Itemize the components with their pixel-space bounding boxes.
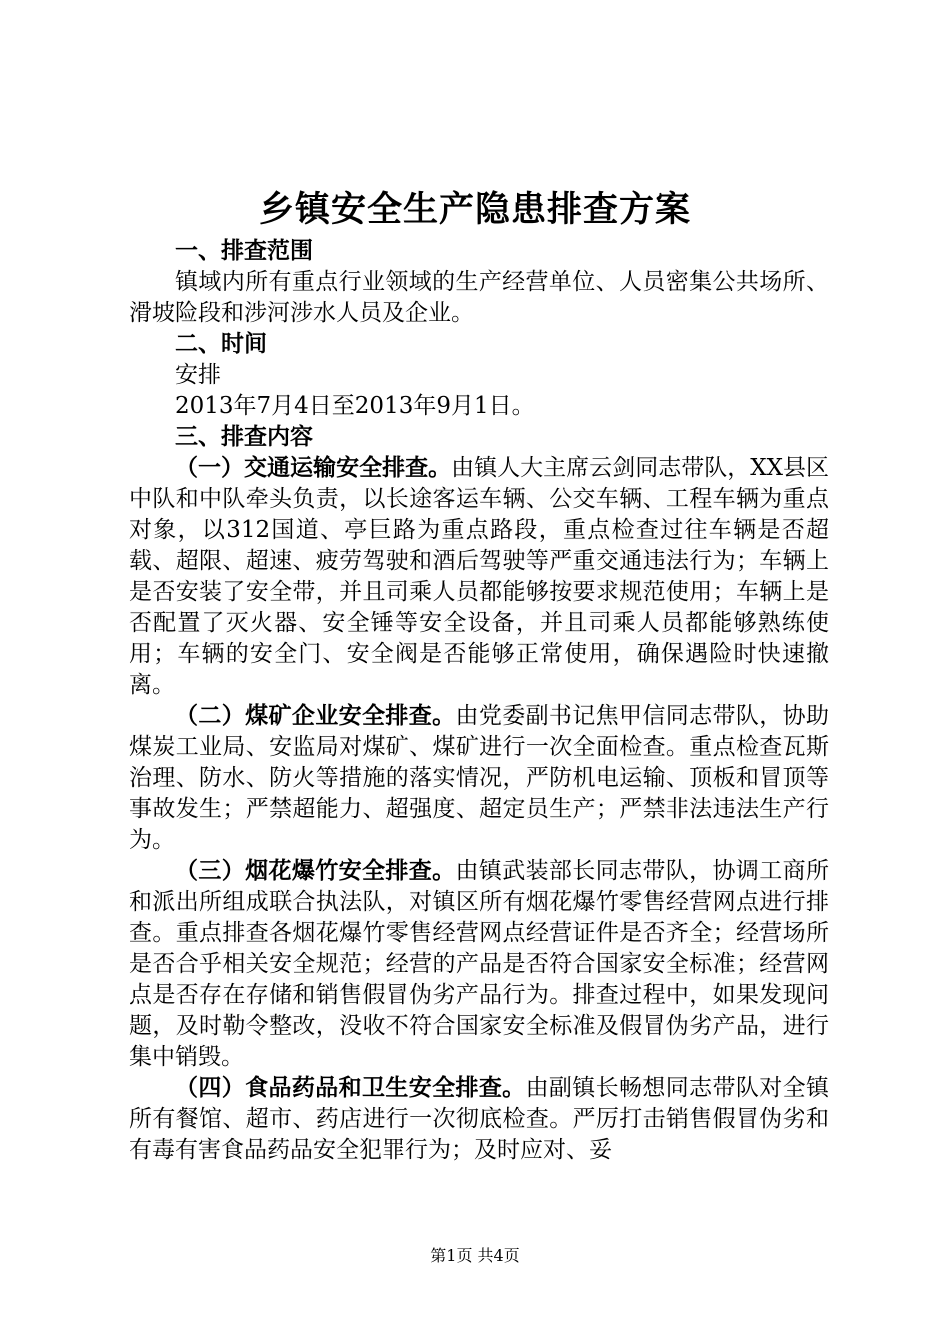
- section-heading-scope: 一、排查范围: [175, 238, 313, 264]
- item-title: （一）交通运输安全排查。: [175, 455, 452, 481]
- item-text: 由副镇长畅想同志带队对全镇所有餐馆、超市、药店进行一次彻底检查。严厉打击销售假冒伪劣和有毒有害食品药品安全犯罪行为；及时应对、妥: [129, 1075, 830, 1163]
- item-title: （四）食品药品和卫生安全排查。: [175, 1075, 526, 1101]
- item-text: 由镇人大主席云剑同志带队，XX县区中队和中队牵头负责，以长途客运车辆、公交车辆、工程车辆为重点对象，以312国道、亭巨路为重点路段，重点检查过往车辆是否超载、超限、超速、疲劳驾驶和酒后驾驶等严重交通违法行为；车辆上是否安装了安全带，并且司乘人员都能够按要求规范使用；车辆上是否配置了灭火器、安全锤等安全设备，并且司乘人员都能够熟练使用；车辆的安全门、安全阀是否能够正常使用，确保遇险时快速撤离。: [129, 455, 830, 698]
- item-text: 由党委副书记焦甲信同志带队，协助煤炭工业局、安监局对煤矿、煤矿进行一次全面检查。重点检查瓦斯治理、防水、防火等措施的落实情况，严防机电运输、顶板和冒顶等事故发生；严禁超能力、超强度、超定员生产；严禁非法违法生产行为。: [129, 703, 830, 853]
- document-body: [129, 236, 829, 1166]
- time-arrangement-label: 安排: [175, 362, 221, 388]
- content-item-fireworks: [129, 856, 829, 1073]
- section-heading-time: 二、时间: [175, 331, 267, 357]
- content-item-coal-mine: [129, 701, 829, 856]
- item-text: 由镇武装部长同志带队，协调工商所和派出所组成联合执法队，对镇区所有烟花爆竹零售经营网点进行排查。重点排查各烟花爆竹零售经营网点经营证件是否齐全；经营场所是否合乎相关安全规范；经营的产品是否符合国家安全标准；经营网点是否存在存储和销售假冒伪劣产品行为。排查过程中，如果发现问题，及时勒令整改，没收不符合国家安全标准及假冒伪劣产品，进行集中销毁。: [129, 858, 830, 1070]
- section-text-scope: 镇域内所有重点行业领域的生产经营单位、人员密集公共场所、滑坡险段和涉河涉水人员及企业。: [129, 269, 829, 326]
- item-title: （三）烟花爆竹安全排查。: [175, 858, 456, 884]
- section-heading-content: 三、排查内容: [175, 424, 313, 450]
- content-item-traffic: [129, 453, 829, 701]
- content-item-food-drug: [129, 1073, 829, 1166]
- time-range: 2013年7月4日至2013年9月1日。: [175, 393, 535, 419]
- item-title: （二）煤矿企业安全排查。: [175, 703, 456, 729]
- page-footer: 第1页 共4页: [430, 1246, 520, 1265]
- document-title: 乡镇安全生产隐患排查方案: [258, 190, 691, 230]
